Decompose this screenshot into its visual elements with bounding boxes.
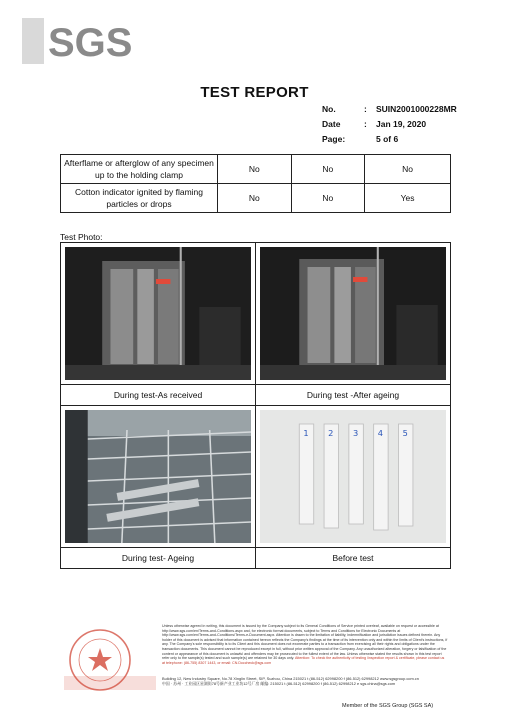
authenticity-warning: Attention: To check the authenticity of testing /inspection report & certificate, please contact us at telephone: (86-755) 8307 1443, or email: CN.Doccheck@sgs.com bbox=[162, 656, 445, 665]
photo-caption: During test- Ageing bbox=[121, 553, 195, 563]
criterion-cell: Cotton indicator ignited by flaming particles or drops bbox=[61, 184, 218, 213]
legal-disclaimer: Unless otherwise agreed in writing, this document is issued by the Company subject to its General Conditions of Service printed overleaf, available on request or accessible at http://www.sgs.com/en/Terms-and-Conditions.aspx and, for electronic format documents, subject to Terms and Conditions for Electronic Documents at http://www.sgs.com/en/Terms-and-Conditions/Terms-e-Document.aspx. Attention is drawn to the limitation of liability, indemnification and jurisdiction issues defined therein. Any holder of this document is advised that information contained hereon reflects the Company's findings at the time of its intervention only and within the limits of Client's instructions, if any. The Company's sole responsibility is to its Client and this document does not exonerate parties to a transaction from exercising all their rights and obligations under the transaction documents. This document cannot be reproduced except in full, without prior written approval of the Company. Any unauthorized alteration, forgery or falsification of the content or appearance of this document is unlawful and offenders may be prosecuted to the fullest extent of the law. Unless otherwise stated the results shown in this test report refer only to the sample(s) tested and such sample(s) are retained for 30 days only. Attention: To check the authenticity of testing /inspection report & certificate, please contact us at telephone: (86-755) 8307 1443, or email: CN.Doccheck@sgs.com bbox=[162, 624, 448, 665]
company-address bbox=[162, 676, 452, 686]
test-chamber-photo bbox=[61, 243, 255, 385]
photo-grid bbox=[60, 242, 451, 569]
result-cell: No bbox=[365, 155, 451, 184]
address-english: Building 12, New Industry Square, No.78 Xinglin Street, SIP, Suzhou, China 215021 t (86-512) 62998200 f (86-512) 62998212 www.sgsgroup.com.cn bbox=[162, 676, 419, 681]
address-chinese: 中国 · 苏州 · 工业园区星湖街78号新产业工业坊12号厂房 邮编: 215021 t (86-512) 62998200 f (86-512) 62998212 e sgs.china@sgs.com bbox=[162, 681, 396, 686]
photo-cell bbox=[256, 243, 450, 406]
logo-text: SGS bbox=[48, 21, 132, 64]
report-date: Jan 19, 2020 bbox=[376, 119, 427, 129]
page-number: 5 of 6 bbox=[376, 134, 399, 144]
result-cell: No bbox=[218, 155, 292, 184]
report-meta: No. : SUIN2001000228MR Date : Jan 19, 2020 Page: 5 of 6 bbox=[322, 102, 457, 147]
specimen-number: 4 bbox=[377, 428, 384, 438]
photo-cell bbox=[256, 406, 450, 568]
result-cell: No bbox=[218, 184, 292, 213]
photo-caption: During test-As received bbox=[61, 385, 255, 406]
photo-cell bbox=[61, 406, 256, 568]
criterion-cell: Afterflame or afterglow of any specimen up to the holding clamp bbox=[61, 155, 218, 184]
result-cell: Yes bbox=[365, 184, 451, 213]
photo-cell bbox=[61, 243, 256, 406]
oven-rack-photo bbox=[61, 406, 255, 548]
table-row bbox=[61, 155, 451, 184]
specimen-strips-photo bbox=[256, 406, 450, 548]
test-chamber-photo bbox=[256, 243, 450, 385]
results-table bbox=[60, 154, 451, 213]
page-title: TEST REPORT bbox=[200, 84, 309, 101]
company-seal-icon bbox=[62, 624, 158, 696]
result-cell: No bbox=[291, 184, 365, 213]
specimen-number: 3 bbox=[353, 428, 359, 438]
photo-section-label: Test Photo: bbox=[60, 232, 103, 242]
specimen-number: 5 bbox=[402, 428, 408, 438]
table-row bbox=[61, 184, 451, 213]
result-cell: No bbox=[291, 155, 365, 184]
sgs-logo bbox=[22, 18, 132, 64]
photo-caption: During test -After ageing bbox=[256, 385, 450, 406]
photo-caption: Before test bbox=[332, 553, 374, 563]
specimen-number: 1 bbox=[303, 428, 309, 438]
specimen-number: 2 bbox=[328, 428, 334, 438]
member-line: Member of the SGS Group (SGS SA) bbox=[342, 703, 434, 709]
report-number: SUIN2001000228MR bbox=[376, 104, 457, 114]
